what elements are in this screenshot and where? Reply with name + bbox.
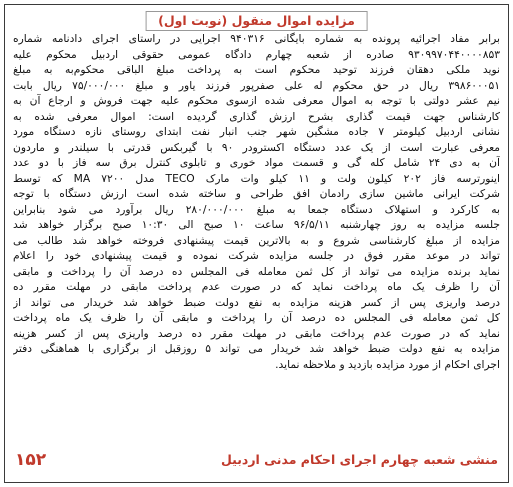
body-line: معرفی عبارت است از یک عدد دستگاه اکسترودر ۹۰ با گیربکس قدرتی با سیلندر و ماردون <box>13 140 500 154</box>
body-line: نوید ملکی دهقان فرزند توحید محکوم است به پرداخت مبلغ الباقی محکوم‌به به مبلغ <box>13 63 500 76</box>
notice-body <box>13 31 500 435</box>
body-line: مزایده از مبلغ کارشناسی شروع و به بالاترین قیمت پیشنهادی فروخته خواهد شد طالب می <box>13 233 500 247</box>
title-box <box>145 11 368 31</box>
body-line: آن به دی ۲۴ شامل کله گی و قسمت مواد خوری و تابلوی کنترل برق سه فاز با دو عدد <box>13 156 500 169</box>
body-line: آن را ظرف یک ماه پرداخت نماید که در صورت عدم پرداخت مابقی در مهلت مقرر ده <box>13 280 500 293</box>
auction-notice <box>4 4 509 483</box>
notice-footer <box>15 450 498 474</box>
body-line: اینورترسه فاز ۲۰۲ کیلون ولت و ۱۱ کیلو وات مارک TECO مدل MA ۷۲۰۰ که توسط <box>13 171 500 185</box>
body-line: تواند در موعد مقرر فوق در جلسه مزایده شرکت نموده و قیمت پیشنهادی خود را اعلام <box>13 249 500 262</box>
signature: منشی شعبه چهارم اجرای احکام مدنی اردبیل <box>220 452 498 467</box>
body-line: ۹۳۰۹۹۷۰۴۴۰۰۰۰۸۵۳ صادره از شعبه چهارم دادگاه عمومی حقوقی اردبیل محکوم علیه <box>13 47 500 61</box>
notice-code: ۱۵۲ <box>15 450 47 470</box>
body-line: ۳۹۸۶۰۰۰۵۱ ریال در حق محکوم له علی صفرپور فرزند یاور و مبلغ ۷۵/۰۰۰/۰۰۰ ریال بابت <box>13 78 500 92</box>
body-line: مزایده به نفع دولت ضبط خواهد شد خریدار می تواند ۵ روزقبل از برگزاری با هماهنگی دفتر <box>13 342 500 355</box>
notice-title: مزایده اموال منقول (نوبت اول) <box>158 13 355 28</box>
body-line: نشانی اردبیل کیلومتر ۷ جاده مشگین شهر جنب انبار نفت ابتدای روستای نازه دستگاه مورد <box>13 125 500 138</box>
body-line: جلسه مزایده به روز چهارشنبه ۹۶/۵/۱۱ ساعت ۱۰ صبح الی ۱۰:۳۰ صبح برگزار خواهد شد <box>13 218 500 231</box>
body-line: برابر مفاد اجرائیه پرونده به شماره بایگانی ۹۴۰۳۱۶ اجرایی در راستای اجرای دادنامه شماره <box>13 32 500 45</box>
body-line: نیم عشر دولتی با توجه به اموال معرفی شده ازسوی محکوم علیه جهت فروش و ارجاع آن به <box>13 94 500 107</box>
body-line: اجرای احکام از مورد مزایده بازدید و ملاحظه نماید. <box>275 357 500 371</box>
body-line: نماید برنده مزایده می تواند از کل ثمن معامله فی المجلس ده درصد آن را پرداخت و مابقی <box>13 264 500 278</box>
body-line: کل ثمن معامله فی المجلس ده درصد آن را پرداخت و مابقی آن را ظرف یک ماه پرداخت <box>13 311 500 324</box>
body-line: نماید که در صورت عدم پرداخت مابقی در مهلت مقرر ده درصد واریزی پس از کسر هزینه <box>13 326 500 340</box>
body-line: درصد واریزی پس از کسر هزینه مزایده به نفع دولت ضبط خواهد شد خریدار می تواند از <box>13 295 500 309</box>
body-line: کارشناس جهت قیمت گذاری بشرح ارزش گذاری گردیده است: اموال معرفی شده به <box>13 109 500 123</box>
body-line: به کارکرد و استهلاک دستگاه جمعا به مبلغ ۲۸۰/۰۰۰/۰۰۰ ریال برآورد می شود بنابراین <box>13 202 500 216</box>
body-line: شرکت ایرانی ماشین سازی رادمان افق طراحی و ساخته شده است ارزش دستگاه با توجه <box>13 187 500 200</box>
